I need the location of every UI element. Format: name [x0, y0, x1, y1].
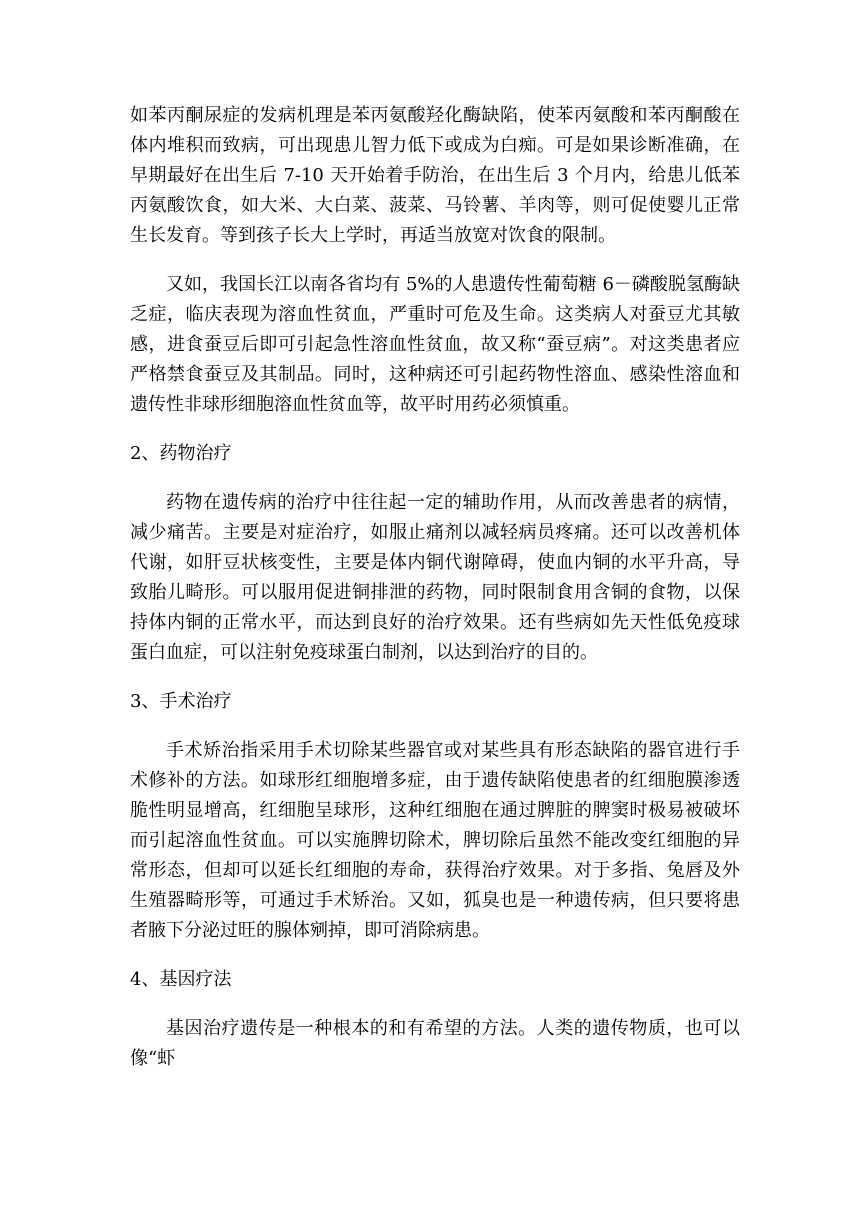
paragraph-spacer: [130, 946, 740, 965]
paragraph-spacer: [130, 420, 740, 439]
paragraph-spacer: [130, 668, 740, 687]
paragraph-drug-therapy: 药物在遗传病的治疗中往往起一定的辅助作用，从而改善患者的病情，减少痛苦。主要是对症治疗，如服止痛剂以减轻病员疼痛。还可以改善机体代谢，如肝豆状核变性，主要是体内铜代谢障碍，使血内铜的水平升高，导致胎儿畸形。可以服用促进铜排泄的药物，同时限制食用含铜的食物，以保持体内铜的正常水平，而达到良好的治疗效果。还有些病如先天性低免疫球蛋白血症，可以注射免疫球蛋白制剂，以达到治疗的目的。: [130, 492, 740, 663]
paragraph-gene-therapy: 基因治疗遗传是一种根本的和有希望的方法。人类的遗传物质，也可以像“虾: [130, 1018, 740, 1069]
paragraph-spacer: [130, 251, 740, 270]
paragraph-favism: 又如，我国长江以南各省均有 5%的人患遗传性葡萄糖 6－磷酸脱氢酶缺乏症，临庆表现为溶血性贫血，严重时可危及生命。这类病人对蚕豆尤其敏感，进食蚕豆后即可引起急性溶血性贫血，故又称“蚕豆病”。对这类患者应严格禁食蚕豆及其制品。同时，这种病还可引起药物性溶血、感染性溶血和遗传性非球形细胞溶血性贫血等，故平时用药必须慎重。: [130, 274, 740, 415]
document-page: [130, 101, 740, 1074]
section-heading-drug-therapy: 2、药物治疗: [130, 443, 232, 464]
heading-spacer: [130, 717, 740, 736]
heading-spacer: [130, 995, 740, 1014]
heading-spacer: [130, 469, 740, 488]
paragraph-pku-diet: 如苯丙酮尿症的发病机理是苯丙氨酸羟化酶缺陷，使苯丙氨酸和苯丙酮酸在体内堆积而致病，可出现患儿智力低下或成为白痴。可是如果诊断准确，在早期最好在出生后 7-10 天开始着手防治，在出生后 3 个月内，给患儿低苯丙氨酸饮食，如大米、大白菜、菠菜、马铃薯、羊肉等，则可促使婴儿正常生长发育。等到孩子长大上学时，再适当放宽对饮食的限制。: [130, 105, 740, 246]
paragraph-surgical-treatment: 手术矫治指采用手术切除某些器官或对某些具有形态缺陷的器官进行手术修补的方法。如球形红细胞增多症，由于遗传缺陷使患者的红细胞膜渗透脆性明显增高，红细胞呈球形，这种红细胞在通过脾脏的脾窦时极易被破坏而引起溶血性贫血。可以实施脾切除术，脾切除后虽然不能改变红细胞的异常形态，但却可以延长红细胞的寿命，获得治疗效果。对于多指、兔唇及外生殖器畸形等，可通过手术矫治。又如，狐臭也是一种遗传病，但只要将患者腋下分泌过旺的腺体剜掉，即可消除病患。: [130, 740, 740, 941]
section-heading-surgical-treatment: 3、手术治疗: [130, 691, 232, 712]
section-heading-gene-therapy: 4、基因疗法: [130, 969, 232, 990]
